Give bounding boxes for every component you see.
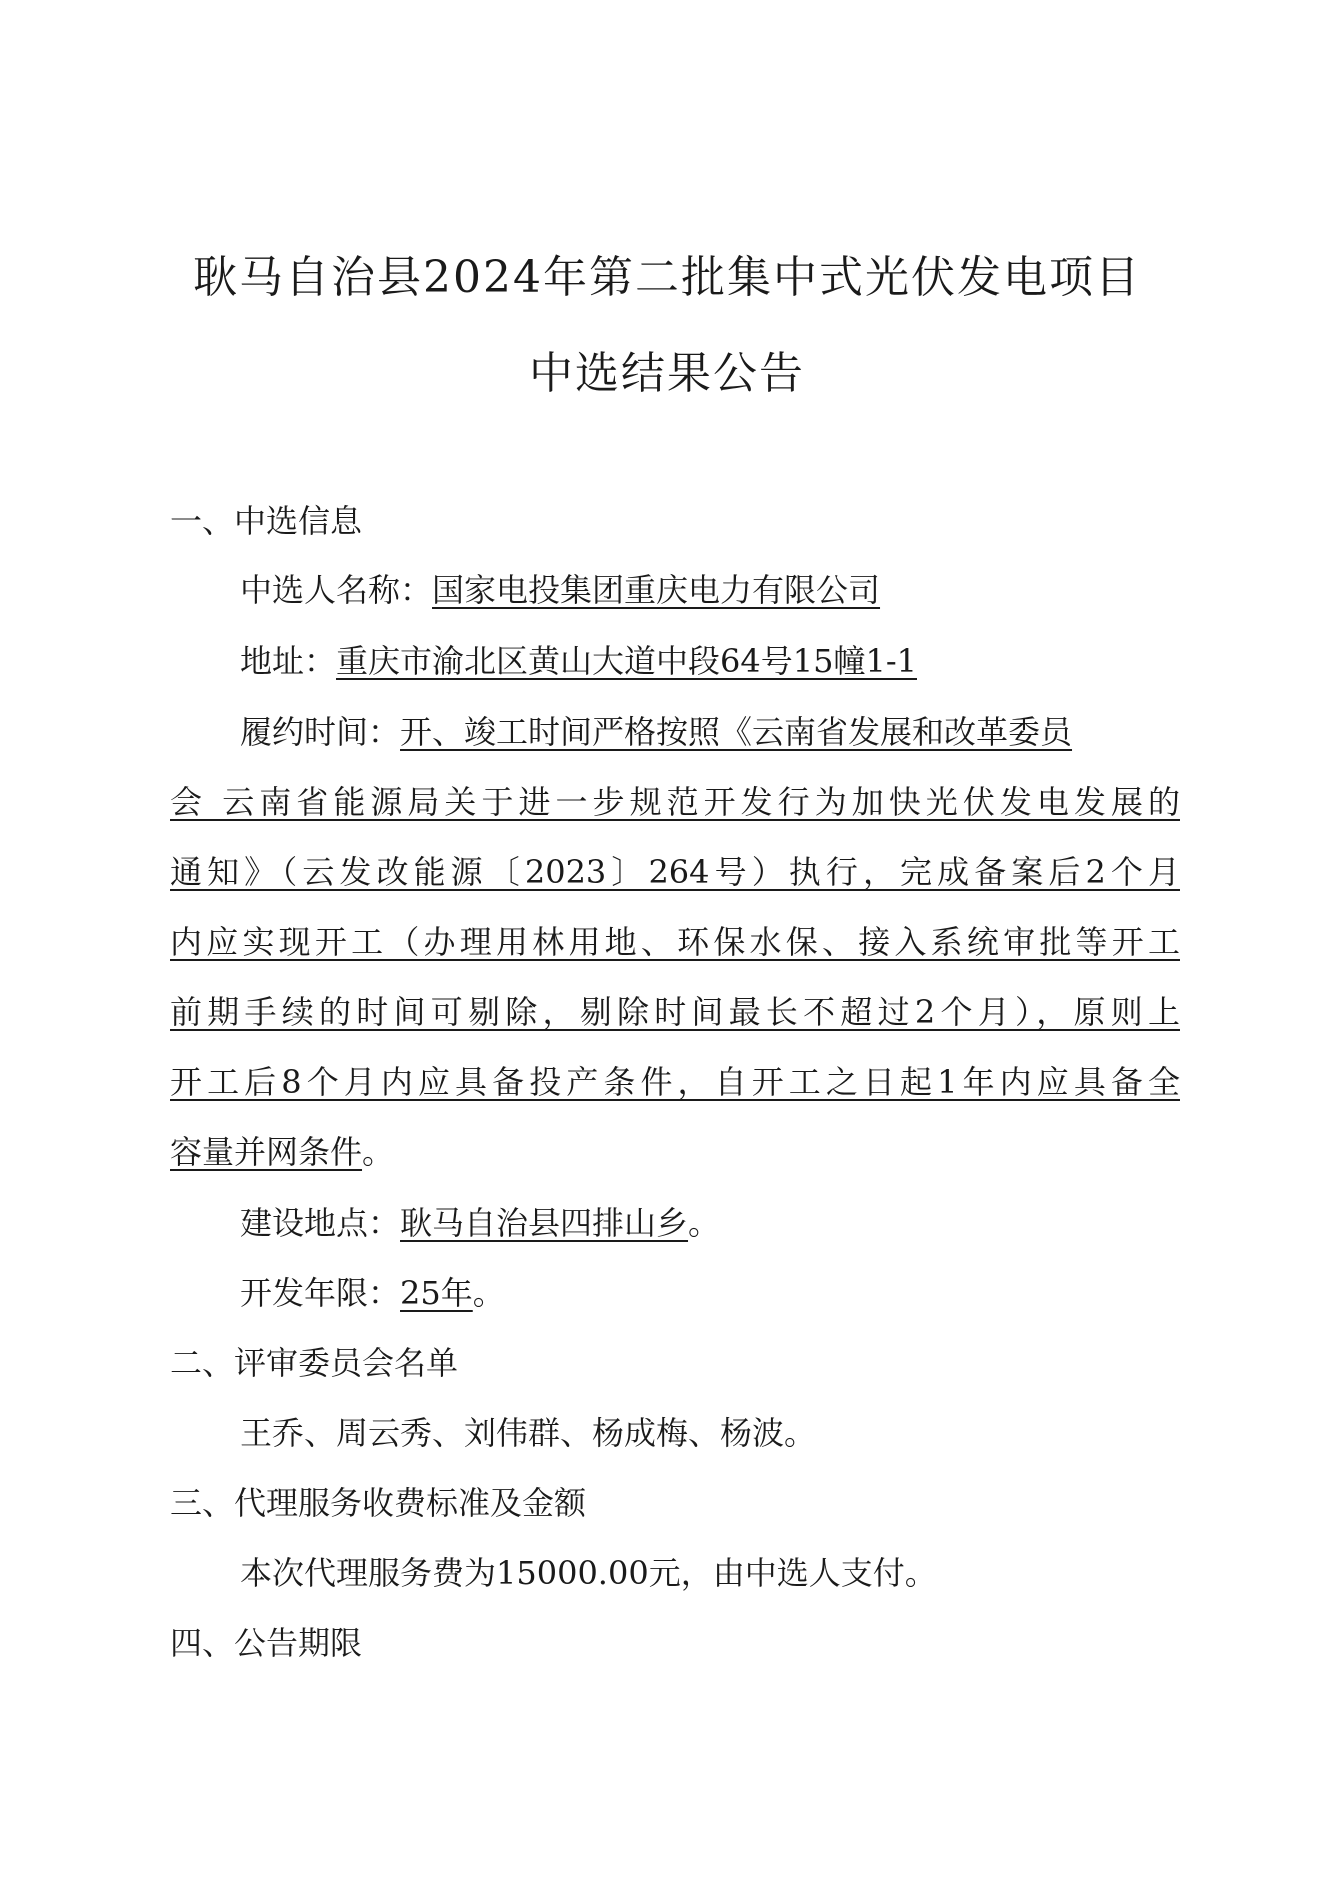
period-end: 。 xyxy=(362,1133,395,1171)
agency-fee-text: 本次代理服务费为15000.00元，由中选人支付。 xyxy=(240,1554,937,1592)
period-text-line: 开、竣工时间严格按照《云南省发展和改革委员 xyxy=(400,713,1073,751)
site-end: 。 xyxy=(688,1204,721,1242)
site-value: 耿马自治县四排山乡 xyxy=(400,1204,689,1242)
section-2-heading: 二、评审委员会名单 xyxy=(170,1344,459,1382)
section-1-heading: 一、中选信息 xyxy=(170,502,363,540)
term-row xyxy=(240,1274,505,1312)
period-text-line: 前期手续的时间可剔除，剔除时间最长不超过2个月），原则上 xyxy=(170,993,1180,1031)
term-value: 25年 xyxy=(400,1274,473,1312)
section-4-heading: 四、公告期限 xyxy=(170,1624,363,1662)
winner-label: 中选人名称： xyxy=(240,571,433,609)
term-end: 。 xyxy=(472,1274,505,1312)
period-text-line: 会 云南省能源局关于进一步规范开发行为加快光伏发电发展的 xyxy=(170,783,1180,821)
winner-row xyxy=(240,571,881,609)
section-3-heading: 三、代理服务收费标准及金额 xyxy=(170,1484,587,1522)
site-label: 建设地点： xyxy=(240,1204,401,1242)
address-row xyxy=(240,642,917,680)
period-last-row xyxy=(170,1133,395,1171)
period-text-line: 通知》（云发改能源〔2023〕264号）执行，完成备案后2个月 xyxy=(170,853,1180,891)
term-label: 开发年限： xyxy=(240,1274,401,1312)
site-row xyxy=(240,1204,721,1242)
period-row-1 xyxy=(240,713,1073,751)
period-text-line: 开工后8个月内应具备投产条件，自开工之日起1年内应具备全 xyxy=(170,1063,1180,1101)
winner-value: 国家电投集团重庆电力有限公司 xyxy=(432,571,881,609)
title-line-2: 中选结果公告 xyxy=(529,348,805,399)
committee-members: 王乔、周云秀、刘伟群、杨成梅、杨波。 xyxy=(240,1414,817,1452)
period-label: 履约时间： xyxy=(240,713,401,751)
title-line-1: 耿马自治县2024年第二批集中式光伏发电项目 xyxy=(193,252,1141,303)
address-label: 地址： xyxy=(240,642,337,680)
period-text-line: 容量并网条件 xyxy=(170,1133,363,1171)
period-text-line: 内应实现开工（办理用林用地、环保水保、接入系统审批等开工 xyxy=(170,923,1180,961)
address-value: 重庆市渝北区黄山大道中段64号15幢1-1 xyxy=(336,642,917,680)
